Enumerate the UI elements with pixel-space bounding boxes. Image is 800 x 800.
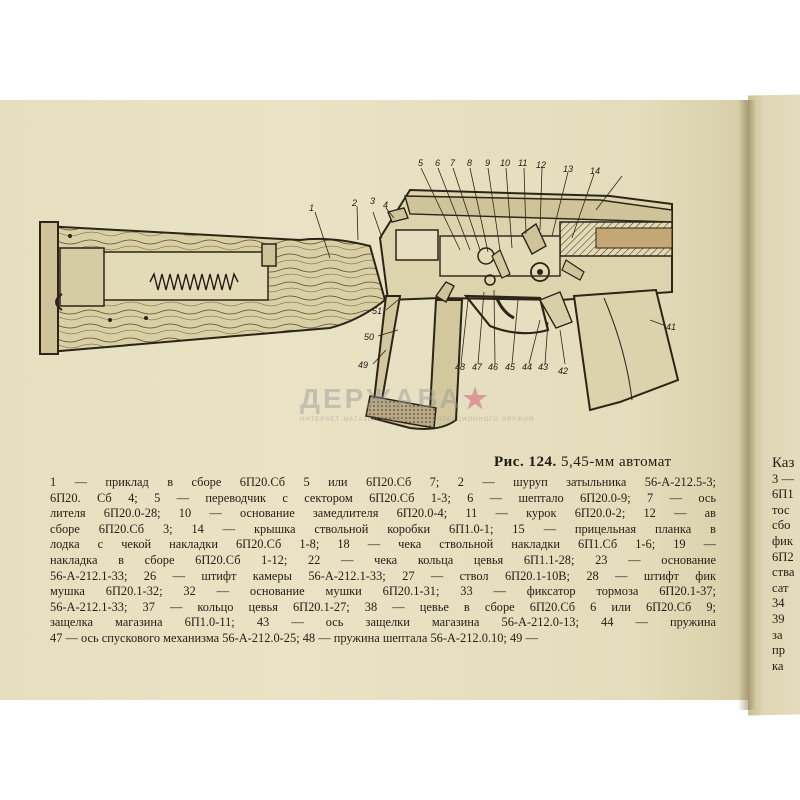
right-page-line: пр bbox=[772, 643, 786, 658]
callout-48: 48 bbox=[455, 362, 466, 372]
callout-41: 41 bbox=[666, 322, 677, 332]
legend-line: 1 — приклад в сборе 6П20.Сб 5 или 6П20.Сб 7; 2 — шуруп затыльника 56-А-212.5-3; bbox=[50, 475, 716, 489]
callout-8: 8 bbox=[467, 158, 473, 168]
right-page-line: тос bbox=[772, 502, 790, 517]
callout-42: 42 bbox=[558, 366, 569, 376]
right-page-line: сбо bbox=[772, 518, 791, 533]
watermark-text: ДЕРЖАВА bbox=[300, 383, 463, 414]
right-page-line: 6П2 bbox=[772, 549, 794, 564]
right-page-line: за bbox=[772, 627, 783, 642]
legend-line: накладка в сборе 6П20.Сб 1-12; 22 — чека кольца цевья 6П1.1-28; 23 — основание bbox=[50, 552, 716, 567]
callout-2: 2 bbox=[352, 198, 358, 208]
watermark-subtext: ИНТЕРНЕТ-МАГАЗИН БОЕВОГО И КОЛЛЕКЦИОННОГО ОРУЖИЯ bbox=[300, 417, 535, 423]
right-page-line: 3 — bbox=[772, 471, 795, 486]
legend-line: 6П20. Сб 4; 5 — переводчик с сектором 6П20.Сб 1-3; 6 — шептало 6П20.0-9; 7 — ось bbox=[50, 490, 716, 505]
caption-title: 5,45-мм автомат bbox=[560, 454, 672, 470]
legend-line: 56-А-212.1-33; 26 — штифт камеры 56-А-212.1-33; 27 — ствол 6П20.1-10В; 28 — штифт фик bbox=[50, 568, 716, 583]
figure-caption bbox=[494, 454, 672, 471]
callout-49: 49 bbox=[358, 360, 369, 370]
callout-43: 43 bbox=[538, 362, 549, 372]
right-page-line: сат bbox=[772, 580, 789, 595]
legend-line: сборе 6П20.Сб 3; 14 — крышка ствольной коробки 6П1.0-1; 15 — прицельная планка в bbox=[50, 521, 716, 536]
callout-1: 1 bbox=[309, 203, 315, 213]
stock-cavity bbox=[100, 252, 268, 300]
right-page-line: 34 bbox=[772, 596, 785, 611]
callout-10: 10 bbox=[500, 158, 511, 168]
callout-5: 5 bbox=[418, 158, 424, 168]
callout-4: 4 bbox=[383, 200, 389, 210]
callout-7: 7 bbox=[450, 158, 456, 168]
callout-3: 3 bbox=[370, 196, 376, 206]
right-page-line: фик bbox=[772, 533, 794, 548]
caption-prefix: Рис. 124. bbox=[494, 454, 557, 470]
callout-11: 11 bbox=[518, 158, 528, 168]
callout-13: 13 bbox=[563, 164, 574, 174]
right-page-line: 6П1 bbox=[772, 487, 794, 502]
right-page-line: ства bbox=[772, 565, 795, 580]
right-page-heading: Каз bbox=[772, 455, 795, 471]
legend-line: лителя 6П20.0-28; 10 — основание замедлителя 6П20.0-4; 11 — курок 6П20.0-2; 12 — ав bbox=[50, 506, 716, 521]
legend-line: 56-А-212.1-33; 37 — кольцо цевья 6П20.1-27; 38 — цевье в сборе 6П20.Сб 6 или 6П20.Сб 9; bbox=[50, 599, 716, 614]
callout-6: 6 bbox=[435, 158, 441, 168]
callout-46: 46 bbox=[488, 362, 499, 372]
callout-47: 47 bbox=[472, 362, 483, 372]
right-page-line: 39 bbox=[772, 611, 785, 626]
legend-line: 47 — ось спускового механизма 56-А-212.0-25; 48 — пружина шептала 56-А-212.0.10; 49 — bbox=[50, 630, 538, 645]
legend-line: защелка магазина 6П1.0-11; 43 — ось защелки магазина 56-А-212.0-13; 44 — пружина bbox=[50, 615, 716, 630]
callout-44: 44 bbox=[522, 362, 533, 372]
legend-line: лодка с чекой накладки 6П20.Сб 1-8; 18 — чека ствольной накладки 6П1.Сб 1-6; 19 — bbox=[50, 537, 716, 552]
right-page-line: ка bbox=[772, 658, 784, 673]
legend-text bbox=[50, 475, 716, 647]
legend-line: мушка 6П20.1-32; 32 — основание мушки 6П20.1-31; 33 — фиксатор тормоза 6П20.1-37; bbox=[50, 584, 716, 599]
star-icon: ★ bbox=[462, 383, 491, 414]
butt-plate bbox=[40, 222, 58, 354]
callout-12: 12 bbox=[536, 160, 547, 170]
callout-9: 9 bbox=[485, 158, 491, 168]
callout-45: 45 bbox=[505, 362, 516, 372]
watermark bbox=[300, 382, 491, 415]
callout-51: 51 bbox=[372, 306, 383, 316]
magazine bbox=[574, 290, 678, 410]
callout-14: 14 bbox=[590, 166, 601, 176]
callout-50: 50 bbox=[364, 332, 375, 342]
right-page-text bbox=[772, 456, 794, 674]
